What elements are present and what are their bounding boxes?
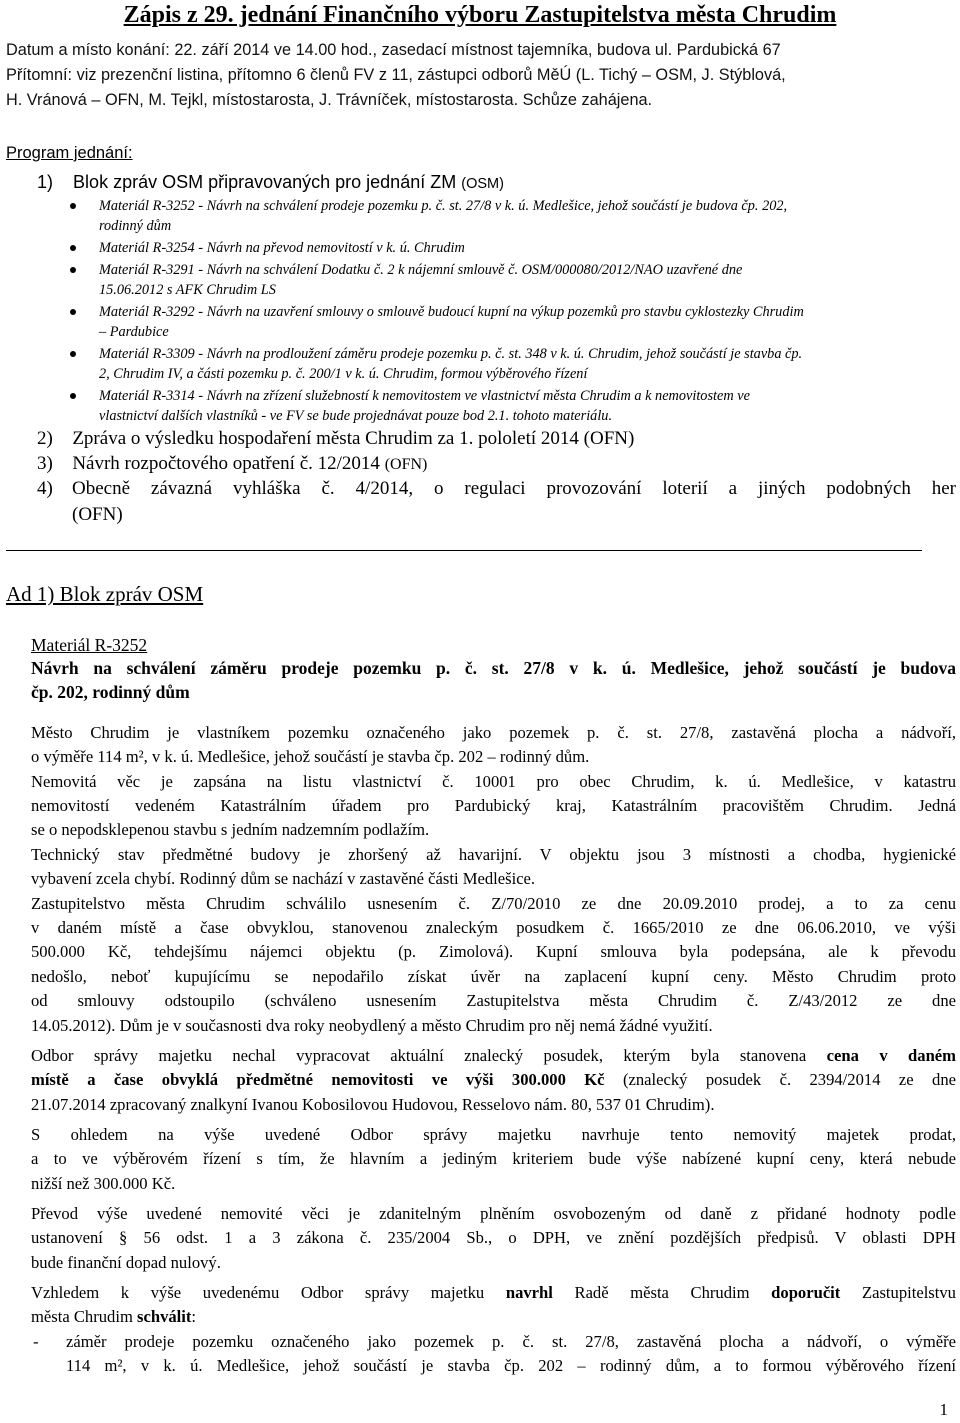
program-item-1-tag: (OSM) [461, 176, 504, 192]
body-line: S ohledem na výše uvedené Odbor správy majetku navrhuje tento nemovitý majetek prodat, [31, 1125, 956, 1144]
material-label: Materiál R-3252 [31, 635, 148, 655]
body-line: Město Chrudim je vlastníkem pozemku označeného jako pozemek p. č. st. 27/8, zastavěná plocha a nádvoří, [31, 723, 956, 742]
body-line: od smlouvy odstoupilo (schváleno usnesením Zastupitelstva města Chrudim č. Z/43/2012 ze dne [31, 991, 956, 1010]
material-r3292-cont: – Pardubice [99, 324, 169, 340]
body-line: nemovitostí vedeném Katastrálním úřadem pro Pardubický kraj, Katastrálním pracovištěm Chrudim. Jedná [31, 796, 956, 815]
body-line: v daném místě a čase obvyklou, stanovenou znaleckým posudkem č. 1665/2010 ze dne 06.06.2010, ve výši [31, 918, 956, 937]
body-line: Technický stav předmětné budovy je zhoršený až havarijní. V objektu jsou 3 místnosti a chodba, hygienické [31, 845, 956, 864]
body-text: (znalecký posudek č. 2394/2014 ze dne [622, 1070, 956, 1089]
material-r3309-cont: 2, Chrudim IV, a části pozemku p. č. 200/1 v k. ú. Chrudim, formou výběrového řízení [99, 366, 588, 382]
body-text: Zastupitelstvu [861, 1283, 956, 1302]
program-item-3-number: 3) [37, 453, 53, 474]
material-r3292: Materiál R-3292 - Návrh na uzavření smlouvy o smlouvě budoucí kupní na výkup pozemků pro stavbu cyklostezky Chrudim [99, 304, 804, 320]
body-line: o výměře 114 m², v k. ú. Medlešice, jehož součástí je stavba čp. 202 – rodinný dům. [31, 747, 590, 766]
material-r3252: Materiál R-3252 - Návrh na schválení prodeje pozemku p. č. st. 27/8 v k. ú. Medlešice, jehož součástí je budova čp. 202, [99, 198, 788, 214]
body-line: záměr prodeje pozemku označeného jako pozemek p. č. st. 27/8, zastavěná plocha a nádvoří, o výměře [66, 1332, 956, 1351]
program-item-2-text: Zpráva o výsledku hospodaření města Chrudim za 1. pololetí 2014 (OFN) [72, 428, 635, 449]
material-r3291-cont: 15.06.2012 s AFK Chrudim LS [99, 282, 276, 298]
body-line [31, 1044, 956, 1067]
body-line [31, 1068, 956, 1091]
program-item-1-text: Blok zpráv OSM připravovaných pro jednání ZM [73, 172, 457, 192]
meta-attendees: Přítomní: viz prezenční listina, přítomno 6 členů FV z 11, zástupci odborů MěÚ (L. Tichý – OSM, J. Stýblová, [6, 66, 786, 84]
bullet-icon [70, 203, 76, 209]
body-line: a to ve výběrovém řízení s tím, že hlavním a jediným kriteriem bude výše nabízené kupní ceny, která nebude [31, 1149, 956, 1168]
body-line [31, 1305, 196, 1328]
program-item-1-number: 1) [37, 172, 54, 192]
material-r3314-cont: vlastnictví dalších vlastníků - ve FV se bude projednávat pouze bod 2.1. tohoto materiálu. [99, 408, 613, 424]
body-line: ustanovení § 56 odst. 1 a 3 zákona č. 235/2004 Sb., o DPH, ve znění pozdějších předpisů. V oblasti DPH [31, 1228, 956, 1247]
program-heading: Program jednání: [6, 144, 133, 162]
body-text: Odbor správy majetku nechal vypracovat aktuální znalecký posudek, kterým byla stanovena [31, 1046, 807, 1065]
body-line: 14.05.2012). Dům je v současnosti dva roky neobydlený a město Chrudim pro něj nemá žádné využití. [31, 1016, 713, 1035]
body-line: vybavení zcela chybí. Rodinný dům se nachází v zastavěné části Medlešice. [31, 869, 536, 888]
meta-attendees-cont: H. Vránová – OFN, M. Tejkl, místostarosta, J. Trávníček, místostarosta. Schůze zahájena. [6, 91, 653, 109]
material-r3314: Materiál R-3314 - Návrh na zřízení služebností k nemovitostem ve vlastnictví města Chrudim a k nemovitostem ve [99, 388, 750, 404]
bullet-icon [70, 309, 76, 315]
body-line: nedošlo, neboť kupujícímu se nepodařilo získat úvěr na zaplacení kupní ceny. Město Chrudim proto [31, 967, 956, 986]
page-number: 1 [939, 1400, 948, 1419]
document-title: Zápis z 29. jednání Finančního výboru Zastupitelstva města Chrudim [123, 2, 837, 28]
list-dash: - [33, 1332, 39, 1351]
section-heading: Ad 1) Blok zpráv OSM [6, 582, 204, 606]
body-line: 114 m², v k. ú. Medlešice, jehož součástí je stavba čp. 202 – rodinný dům, a to formou výběrového řízení [66, 1356, 956, 1375]
body-line [31, 1281, 956, 1304]
body-text-bold: doporučit [771, 1283, 841, 1302]
body-text: města Chrudim [31, 1307, 133, 1326]
body-text-bold: cena v daném [826, 1046, 956, 1065]
body-line: bude finanční dopad nulový. [31, 1253, 221, 1272]
bullet-icon [70, 393, 76, 399]
program-item-3-text: Návrh rozpočtového opatření č. 12/2014 [72, 453, 380, 474]
program-item-4-number: 4) [37, 478, 53, 499]
body-text: Vzhledem k výše uvedenému Odbor správy majetku [31, 1283, 485, 1302]
body-line: Zastupitelstvo města Chrudim schválilo usnesením č. Z/70/2010 ze dne 20.09.2010 prodej, a to za cenu [31, 894, 956, 913]
body-line: 500.000 Kč, tehdejšímu nájemci objektu (p. Zimolová). Kupní smlouva byla podepsána, ale k převodu [31, 942, 956, 961]
program-item-2-number: 2) [37, 428, 53, 449]
program-item-4-text: Obecně závazná vyhláška č. 4/2014, o regulaci provozování loterií a jiných podobných her [72, 478, 956, 499]
material-r3254: Materiál R-3254 - Návrh na převod nemovitostí v k. ú. Chrudim [99, 240, 465, 256]
separator-line [6, 550, 922, 551]
material-r3252-cont: rodinný dům [99, 218, 172, 234]
program-item-4-tag: (OFN) [72, 504, 123, 525]
bullet-icon [70, 351, 76, 357]
bullet-icon [70, 245, 76, 251]
meta-date-place: Datum a místo konání: 22. září 2014 ve 14.00 hod., zasedací místnost tajemníka, budova ul. Pardubická 67 [6, 41, 781, 59]
program-item-2 [37, 428, 634, 450]
bullet-icon [70, 267, 76, 273]
material-subject: Návrh na schválení záměru prodeje pozemku p. č. st. 27/8 v k. ú. Medlešice, jehož součástí je budova [31, 658, 956, 678]
body-text-bold: navrhl [505, 1283, 553, 1302]
body-text-bold: místě a čase obvyklá předmětné nemovitosti ve výši 300.000 Kč [31, 1070, 605, 1089]
body-line: se o nepodsklepenou stavbu s jedním nadzemním podlažím. [31, 820, 430, 839]
body-line: Převod výše uvedené nemovité věci je zdanitelným plněním osvobozeným od daně z přidané hodnoty podle [31, 1204, 956, 1223]
program-item-3 [37, 453, 427, 475]
body-text-bold: schválit [137, 1307, 192, 1326]
body-line: 21.07.2014 zpracovaný znalkyní Ivanou Kobosilovou Hudovou, Resselovo nám. 80, 537 01 Chrudim). [31, 1095, 715, 1114]
program-item-3-tag: (OFN) [384, 456, 428, 473]
program-item-1 [37, 172, 504, 193]
body-line: nižší než 300.000 Kč. [31, 1174, 176, 1193]
body-text: Radě města Chrudim [574, 1283, 750, 1302]
material-subject-cont: čp. 202, rodinný dům [31, 682, 190, 702]
body-text: : [191, 1307, 197, 1326]
material-r3309: Materiál R-3309 - Návrh na prodloužení záměru prodeje pozemku p. č. st. 348 v k. ú. Chrudim, jehož součástí je stavba čp. [99, 346, 803, 362]
body-line: Nemovitá věc je zapsána na listu vlastnictví č. 10001 pro obec Chrudim, k. ú. Medlešice, v katastru [31, 772, 956, 791]
material-r3291: Materiál R-3291 - Návrh na schválení Dodatku č. 2 k nájemní smlouvě č. OSM/000080/2012/NAO uzavřené dne [99, 262, 743, 278]
